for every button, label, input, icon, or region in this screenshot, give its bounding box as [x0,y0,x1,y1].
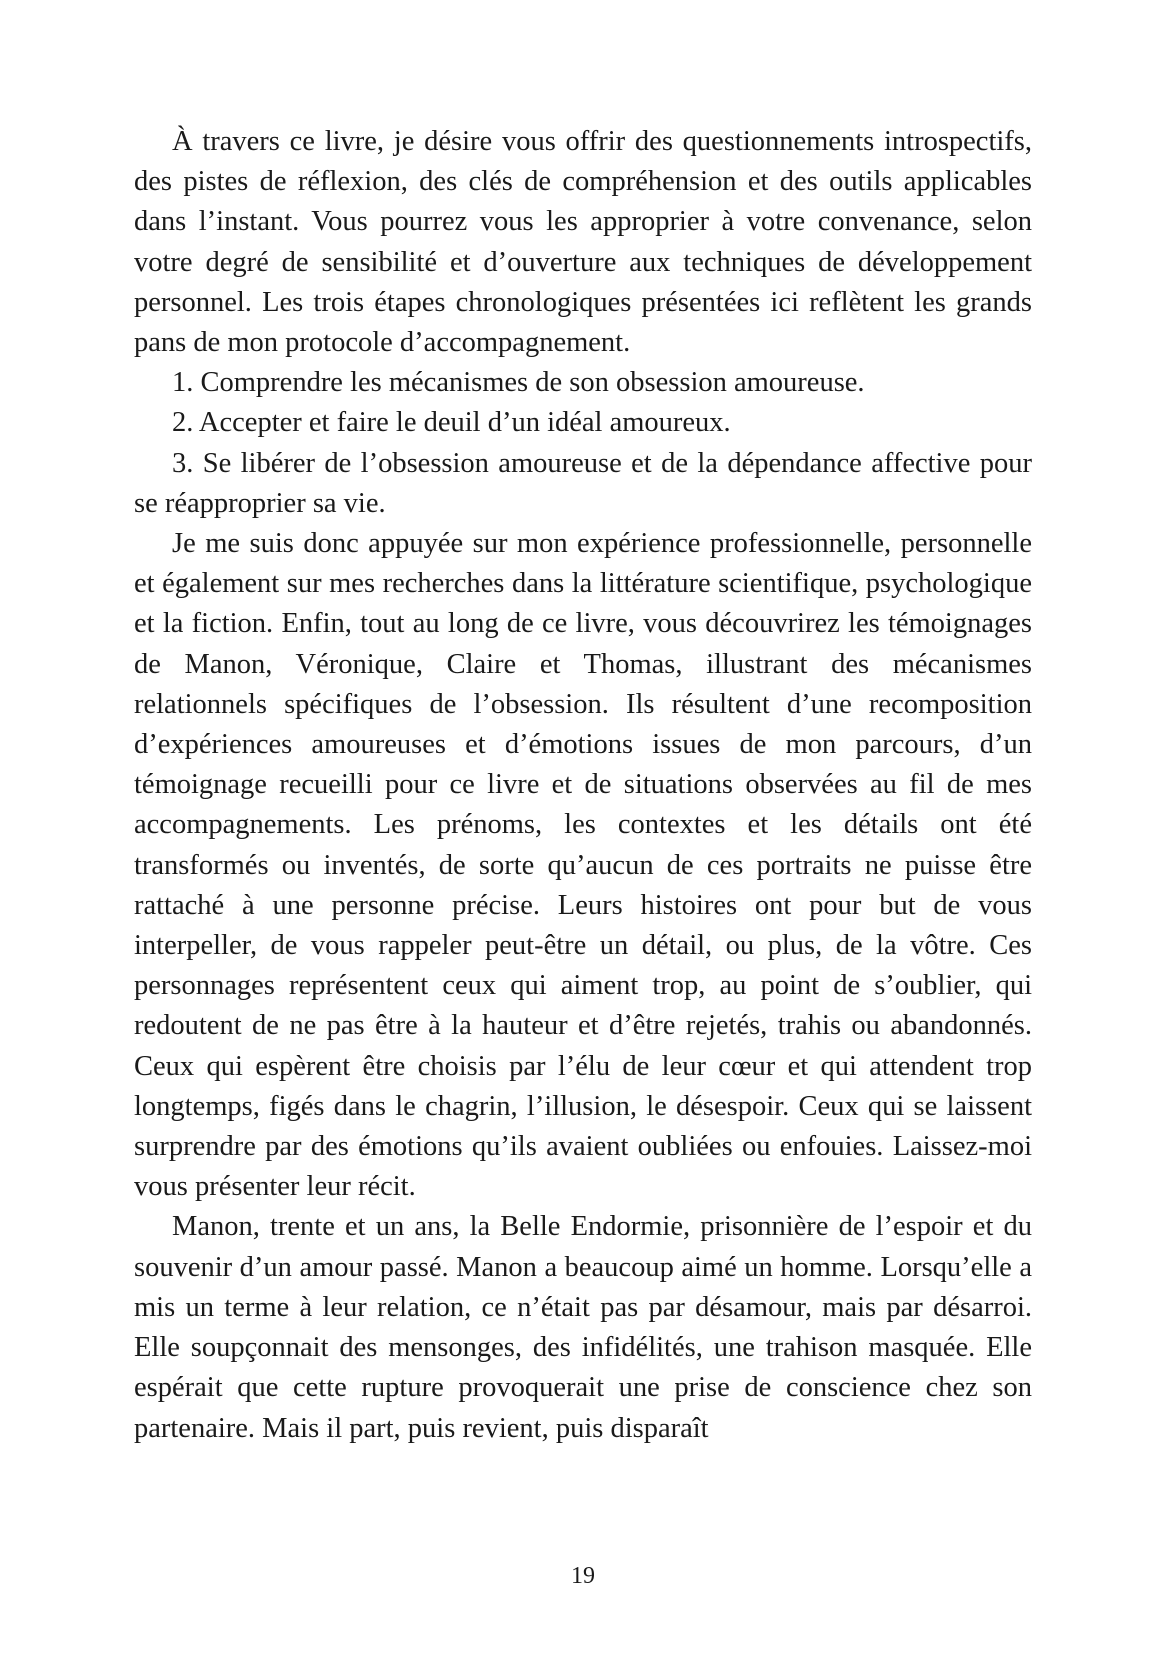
list-item-step-2: 2. Accepter et faire le deuil d’un idéal amoureux. [172,407,731,439]
paragraph-testimonies: Je me suis donc appuyée sur mon expérience professionnelle, personnelle et également sur mes recherches dans la littérature scientifique, psychologique et la fiction. Enfin, tout au long de ce livre, vous découvrirez les témoignages de Manon, Véronique, Claire et Thomas, illustrant des mécanismes relationnels spécifiques de l’obsession. Ils résultent d’une recomposition d’expériences amoureuses et d’émotions issues de mon parcours, d’un témoignage recueilli pour ce livre et de situations observées au fil de mes accompagnements. Les prénoms, les contextes et les détails ont été transformés ou inventés, de sorte qu’aucun de ces portraits ne puisse être rattaché à une personne précise. Leurs histoires ont pour but de vous interpeller, de vous rappeler peut-être un détail, ou plus, de la vôtre. Ces personnages représentent ceux qui aiment trop, au point de s’oublier, qui redoutent de ne pas être à la hauteur et d’être rejetés, trahis ou abandonnés. Ceux qui espèrent être choisis par l’élu de leur cœur et qui attendent trop longtemps, figés dans le chagrin, l’illusion, le désespoir. Ceux qui se laissent surprendre par des émotions qu’ils avaient oubliées ou enfouies. Laissez-moi vous présenter leur récit. [134,528,1032,1203]
page-number: 19 [571,1563,595,1589]
paragraph-manon: Manon, trente et un ans, la Belle Endormie, prisonnière de l’espoir et du souvenir d’un amour passé. Manon a beaucoup aimé un homme. Lorsqu’elle a mis un terme à leur relation, ce n’était pas par désamour, mais par désarroi. Elle soupçonnait des mensonges, des infidélités, une trahison masquée. Elle espérait que cette rupture provoquerait une prise de conscience chez son partenaire. Mais il part, puis revient, puis disparaît [134,1211,1032,1444]
paragraph-intro: À travers ce livre, je désire vous offrir des questionnements introspectifs, des pistes de réflexion, des clés de compréhension et des outils applicables dans l’instant. Vous pourrez vous les approprier à votre convenance, selon votre degré de sensibilité et d’ouverture aux techniques de développement personnel. Les trois étapes chronologiques présentées ici reflètent les grands pans de mon protocole d’accompagnement. [134,126,1032,359]
body-text [134,122,1032,1449]
list-item-step-1: 1. Comprendre les mécanismes de son obsession amoureuse. [172,367,865,399]
list-item-step-3: 3. Se libérer de l’obsession amoureuse et de la dépendance affective pour se réapproprier sa vie. [134,447,1032,519]
